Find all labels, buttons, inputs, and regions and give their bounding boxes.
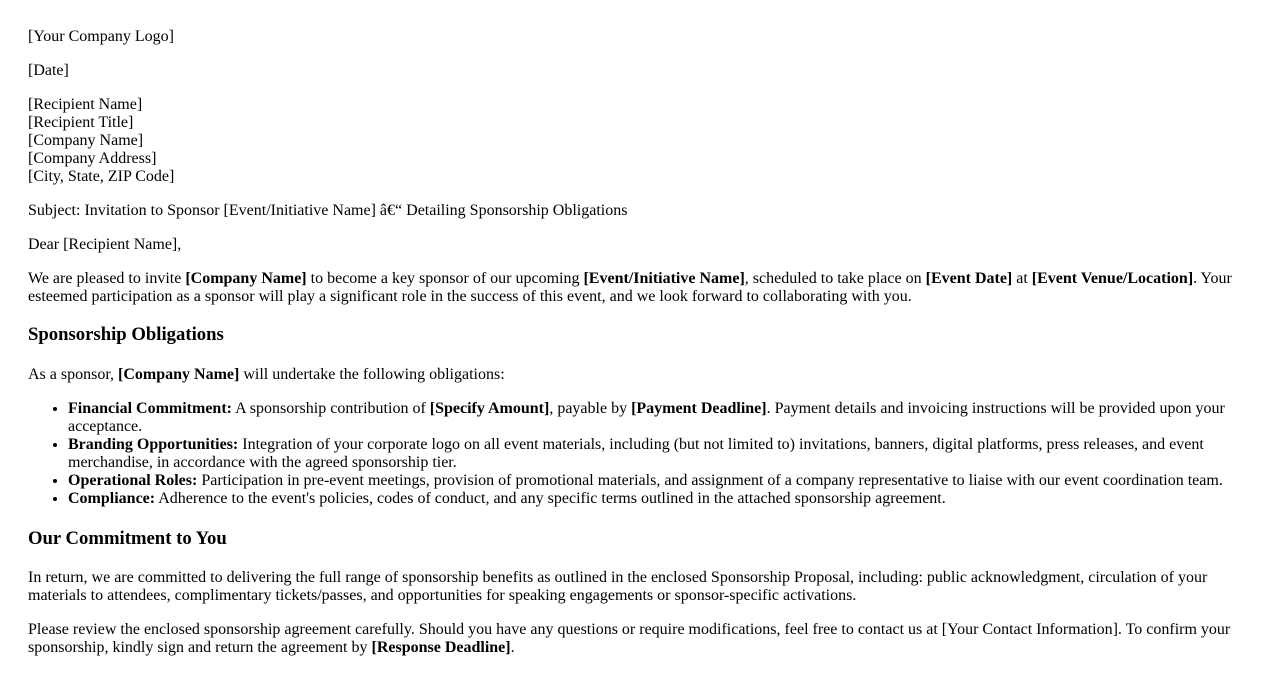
recipient-address: [Company Address] bbox=[28, 150, 157, 167]
obligation-text: Adherence to the event's policies, codes of conduct, and any specific terms outlined in the attached sponsorship agreement. bbox=[155, 490, 946, 507]
closing-text: . bbox=[510, 639, 515, 656]
obligation-deadline: [Payment Deadline] bbox=[631, 400, 767, 417]
obligations-heading: Sponsorship Obligations bbox=[28, 324, 224, 345]
obligations-lead-text: will undertake the following obligations: bbox=[239, 366, 505, 383]
obligations-lead-company: [Company Name] bbox=[118, 366, 240, 383]
recipient-company: [Company Name] bbox=[28, 132, 144, 149]
date-placeholder: [Date] bbox=[28, 62, 69, 79]
closing-paragraph bbox=[28, 621, 1238, 657]
intro-event-date: [Event Date] bbox=[925, 270, 1013, 287]
obligation-label: Branding Opportunities: bbox=[68, 436, 239, 453]
obligations-lead-text: As a sponsor, bbox=[28, 366, 119, 383]
obligation-item-operational bbox=[68, 472, 1238, 490]
intro-text: , scheduled to take place on bbox=[744, 270, 926, 287]
intro-paragraph bbox=[28, 270, 1238, 306]
closing-response-deadline: [Response Deadline] bbox=[371, 639, 511, 656]
obligation-label: Compliance: bbox=[68, 490, 156, 507]
letter-document bbox=[28, 28, 1238, 673]
obligations-list bbox=[28, 400, 1238, 508]
recipient-title: [Recipient Title] bbox=[28, 114, 134, 131]
intro-text: to become a key sponsor of our upcoming bbox=[306, 270, 584, 287]
recipient-address-block bbox=[28, 96, 1238, 186]
obligations-lead bbox=[28, 366, 1238, 384]
obligation-text: A sponsorship contribution of bbox=[231, 400, 430, 417]
obligation-item-branding bbox=[68, 436, 1238, 472]
company-logo-placeholder: [Your Company Logo] bbox=[28, 28, 174, 45]
intro-event-venue: [Event Venue/Location] bbox=[1031, 270, 1194, 287]
obligation-label: Financial Commitment: bbox=[68, 400, 232, 417]
salutation: Dear [Recipient Name], bbox=[28, 236, 182, 253]
intro-text: . Your esteemed participation as a sponsor will play a significant role in the success of this event, and we look forward to collaborating with you. bbox=[28, 270, 1232, 305]
obligation-text: Integration of your corporate logo on all event materials, including (but not limited to) invitations, banners, digital platforms, press releases, and event merchandise, in accordance with the agreed sponsorship tier. bbox=[68, 436, 1204, 471]
intro-company-name: [Company Name] bbox=[185, 270, 307, 287]
obligation-label: Operational Roles: bbox=[68, 472, 198, 489]
obligation-item-compliance bbox=[68, 490, 1238, 508]
obligation-amount: [Specify Amount] bbox=[429, 400, 550, 417]
recipient-name: [Recipient Name] bbox=[28, 96, 143, 113]
commitment-paragraph: In return, we are committed to delivering the full range of sponsorship benefits as outlined in the enclosed Sponsorship Proposal, including: public acknowledgment, circulation of your materials to attendees, complimentary tickets/passes, and opportunities for speaking engagements or sponsor-specific activations. bbox=[28, 569, 1208, 604]
closing-text: Please review the enclosed sponsorship agreement carefully. Should you have any questions or require modifications, feel free to contact us at [Your Contact Information]. To confirm your sponsorship, kindly sign and return the agreement by bbox=[28, 621, 1231, 656]
obligation-text: , payable by bbox=[549, 400, 632, 417]
obligation-text: . Payment details and invoicing instructions will be provided upon your acceptance. bbox=[68, 400, 1225, 435]
obligation-text: Participation in pre-event meetings, provision of promotional materials, and assignment of a company representative to liaise with our event coordination team. bbox=[197, 472, 1223, 489]
subject-line: Subject: Invitation to Sponsor [Event/Initiative Name] â€“ Detailing Sponsorship Obligations bbox=[28, 202, 628, 219]
intro-text: We are pleased to invite bbox=[28, 270, 186, 287]
intro-text: at bbox=[1012, 270, 1032, 287]
commitment-heading: Our Commitment to You bbox=[28, 528, 227, 549]
intro-event-name: [Event/Initiative Name] bbox=[583, 270, 745, 287]
recipient-city-state-zip: [City, State, ZIP Code] bbox=[28, 168, 175, 185]
obligation-item-financial bbox=[68, 400, 1238, 436]
